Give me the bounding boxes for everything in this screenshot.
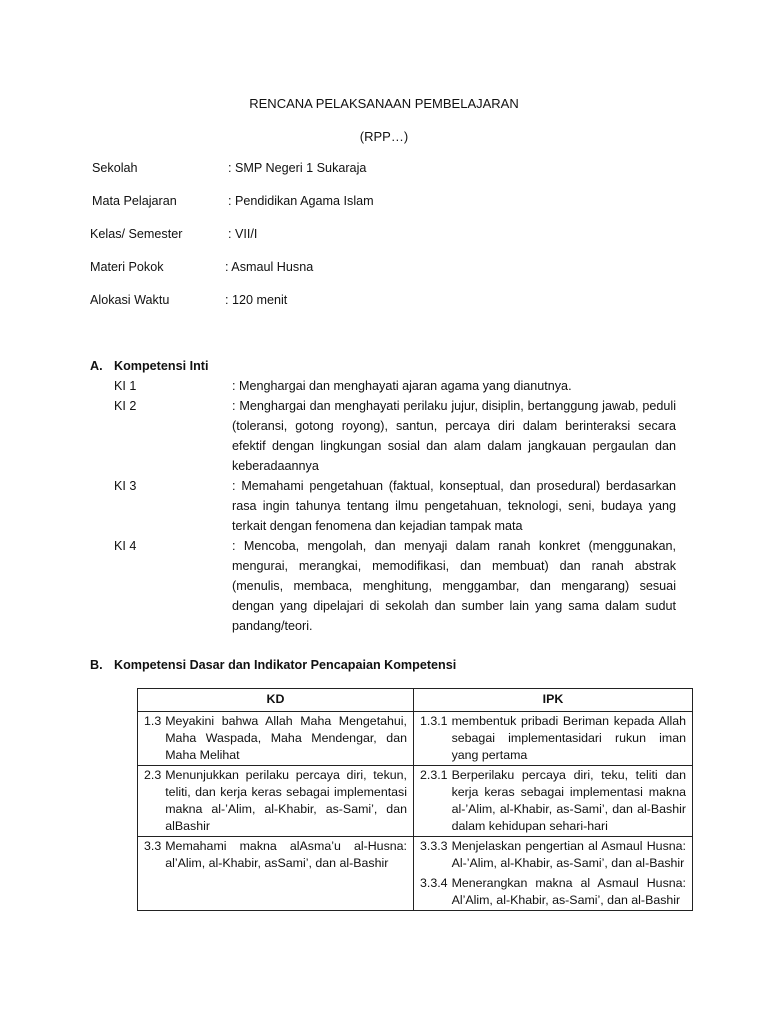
kd-ipk-table	[137, 688, 693, 911]
ipk-text: membentuk pribadi Beriman kepada Allah sebagai implementasidari rukun iman yang pertama	[451, 714, 686, 762]
table-row	[138, 766, 693, 837]
info-value-alokasi-waktu: : 120 menit	[225, 293, 288, 307]
info-label-materi-pokok: Materi Pokok	[90, 260, 164, 274]
kd-text: Meyakini bahwa Allah Maha Mengetahui, Maha Waspada, Maha Mendengar, dan Maha Melihat	[165, 714, 407, 762]
ipk-number: 3.3.3	[420, 839, 448, 853]
section-a-title: Kompetensi Inti	[114, 359, 209, 373]
kd-text: Menunjukkan perilaku percaya diri, tekun, teliti, dan kerja keras sebagai implementasi makna al-’Alim, al-Khabir, as-Sami’, dan alBashir	[165, 768, 407, 833]
ki-3-label: KI 3	[114, 479, 137, 493]
ki-1-label: KI 1	[114, 379, 137, 393]
ipk-text: Berperilaku percaya diri, teku, teliti dan kerja keras sebagai implementasi makna al-’Alim, al-Khabir, as-Sami’, dan al-Bashir dalam kehidupan sehari-hari	[451, 768, 686, 833]
ipk-text: Menjelaskan pengertian al Asmaul Husna: Al-’Alim, al-Khabir, as-Sami’, dan al-Bashir	[451, 839, 686, 870]
ki-3-text: : Memahami pengetahuan (faktual, konseptual, dan prosedural) berdasarkan rasa ingin tahunya tentang ilmu pengetahuan, teknologi, seni, budaya yang terkait dengan fenomena dan kejadian tampak mata	[232, 479, 676, 533]
section-b-letter: B.	[90, 658, 103, 672]
ipk-item	[420, 713, 686, 764]
table-row	[138, 837, 693, 911]
kd-number: 1.3	[144, 714, 162, 728]
kd-text: Memahami makna alAsma’u al-Husna: al’Alim, al-Khabir, asSami’, dan al-Bashir	[165, 839, 407, 870]
section-a-letter: A.	[90, 359, 103, 373]
ipk-number: 3.3.4	[420, 876, 448, 890]
ki-2-text: : Menghargai dan menghayati perilaku jujur, disiplin, bertanggung jawab, peduli (toleransi, gotong royong), santun, percaya diri dalam berinteraksi secara efektif dengan lingkungan sosial dan alam dalam jangkauan pergaulan dan keberadaannya	[232, 399, 676, 473]
ipk-item	[420, 838, 686, 872]
document-title: RENCANA PELAKSANAAN PEMBELAJARAN	[249, 96, 519, 111]
table-header-row	[138, 689, 693, 712]
table-header-ipk: IPK	[414, 689, 693, 712]
ipk-cell	[414, 766, 693, 837]
table-header-kd: KD	[138, 689, 414, 712]
ipk-cell	[414, 712, 693, 766]
kd-item	[144, 838, 407, 872]
info-label-sekolah: Sekolah	[92, 161, 138, 175]
ipk-number: 2.3.1	[420, 768, 448, 782]
document-subtitle: (RPP…)	[359, 129, 409, 144]
kd-item	[144, 767, 407, 835]
ki-1-text: : Menghargai dan menghayati ajaran agama yang dianutnya.	[232, 379, 572, 393]
kd-number: 3.3	[144, 839, 162, 853]
ipk-item	[420, 767, 686, 835]
info-label-kelas-semester: Kelas/ Semester	[90, 227, 183, 241]
info-label-alokasi-waktu: Alokasi Waktu	[90, 293, 170, 307]
info-value-mata-pelajaran: : Pendidikan Agama Islam	[228, 194, 374, 208]
kd-item	[144, 713, 407, 764]
kd-cell	[138, 766, 414, 837]
ipk-text: Menerangkan makna al Asmaul Husna: Al’Alim, al-Khabir, as-Sami’, dan al-Bashir	[451, 876, 686, 907]
info-value-sekolah: : SMP Negeri 1 Sukaraja	[228, 161, 367, 175]
kd-cell	[138, 712, 414, 766]
ki-4-text: : Mencoba, mengolah, dan menyaji dalam ranah konkret (menggunakan, mengurai, merangkai, memodifikasi, dan membuat) dan ranah abstrak (menulis, membaca, menghitung, menggambar, dan mengarang) sesuai dengan yang dipelajari di sekolah dan sumber lain yang sama dalam sudut pandang/teori.	[232, 539, 676, 633]
kd-cell	[138, 837, 414, 911]
info-value-kelas-semester: : VII/I	[228, 227, 258, 241]
ki-2-label: KI 2	[114, 399, 137, 413]
ipk-cell	[414, 837, 693, 911]
kd-number: 2.3	[144, 768, 162, 782]
info-value-materi-pokok: : Asmaul Husna	[225, 260, 314, 274]
ki-4-label: KI 4	[114, 539, 137, 553]
ipk-item	[420, 875, 686, 909]
info-label-mata-pelajaran: Mata Pelajaran	[92, 194, 177, 208]
section-b-title: Kompetensi Dasar dan Indikator Pencapaian Kompetensi	[114, 658, 457, 672]
table-row	[138, 712, 693, 766]
ipk-number: 1.3.1	[420, 714, 448, 728]
